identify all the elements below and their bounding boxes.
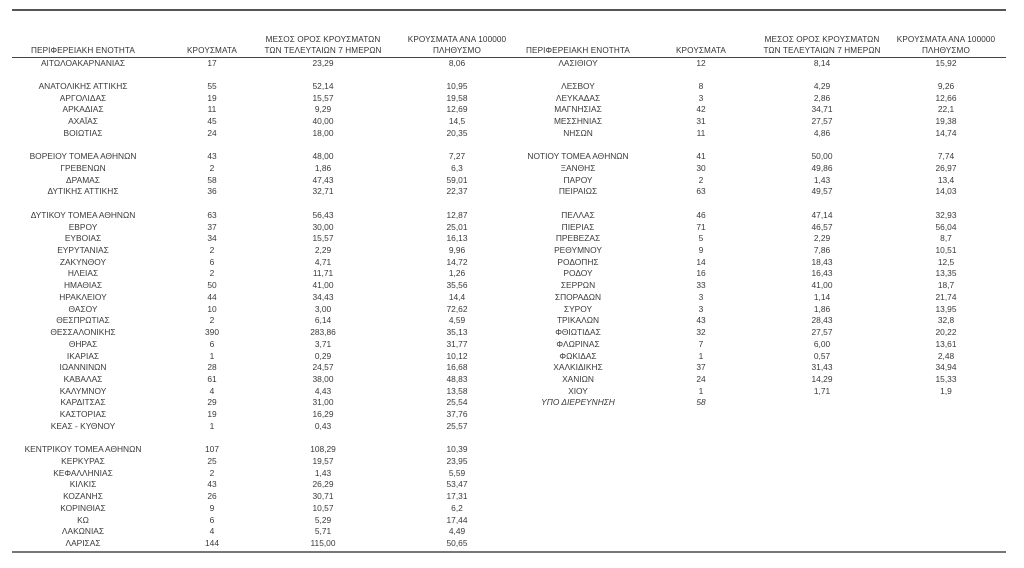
cell-avg: 0,57 (813, 350, 831, 361)
cell-region: ΑΡΓΟΛΙΔΑΣ (59, 92, 107, 103)
cell-cases: 44 (207, 291, 217, 302)
cell-avg: 24,57 (312, 362, 334, 373)
cell-per100k: 23,95 (446, 455, 468, 466)
cell-region: ΝΟΤΙΟΥ ΤΟΜΕΑ ΑΘΗΝΩΝ (527, 151, 629, 162)
cell-avg: 283,86 (310, 327, 336, 338)
cell-avg: 7,86 (813, 245, 831, 256)
cell-avg: 1,43 (813, 174, 831, 185)
header-region-text: ΠΕΡΙΦΕΡΕΙΑΚΗ ΕΝΟΤΗΤΑ (31, 46, 135, 55)
cell-avg: 3,71 (314, 338, 332, 349)
cell-per100k: 35,56 (446, 280, 468, 291)
cell-per100k: 16,68 (446, 362, 468, 373)
cell-avg: 30,00 (312, 221, 334, 232)
cell-per100k: 19,58 (446, 92, 468, 103)
cell-cases: 3 (698, 303, 704, 314)
cell-avg: 19,57 (312, 455, 334, 466)
cell-avg: 11,71 (312, 268, 334, 279)
cell-cases: 45 (207, 116, 217, 127)
cell-avg: 8,14 (813, 57, 831, 68)
cell-avg: 18,00 (312, 127, 334, 138)
cell-per100k: 21,74 (935, 291, 957, 302)
cell-cases: 19 (207, 92, 217, 103)
cell-cases: 19 (207, 409, 217, 420)
cell-per100k: 13,4 (937, 174, 955, 185)
cell-cases: 144 (205, 538, 219, 549)
cell-cases: 11 (207, 104, 217, 115)
cell-avg: 28,43 (811, 315, 833, 326)
cell-cases: 8 (698, 80, 704, 91)
cell-avg: 0,43 (314, 420, 332, 431)
cell-cases: 1 (698, 350, 704, 361)
cell-region: ΚΩ (77, 514, 89, 525)
header-per100k (891, 34, 1001, 56)
cell-per100k: 10,39 (446, 444, 468, 455)
cell-region: ΛΑΣΙΘΙΟΥ (558, 57, 598, 68)
cell-avg: 31,00 (312, 397, 334, 408)
cell-avg: 4,43 (314, 385, 332, 396)
cell-per100k: 13,35 (935, 268, 957, 279)
cell-avg: 4,86 (813, 127, 831, 138)
cell-cases: 30 (696, 162, 706, 173)
cell-region: ΤΡΙΚΑΛΩΝ (556, 315, 600, 326)
cell-avg: 30,71 (312, 491, 334, 502)
cell-cases: 71 (696, 221, 706, 232)
cell-cases: 17 (207, 57, 217, 68)
cell-avg: 47,14 (811, 209, 833, 220)
cell-avg: 31,43 (811, 362, 833, 373)
cell-cases: 58 (696, 397, 706, 408)
cell-region: ΧΑΛΚΙΔΙΚΗΣ (553, 362, 603, 373)
cell-avg: 14,29 (811, 373, 833, 384)
cell-per100k: 16,13 (446, 233, 468, 244)
cell-per100k: 5,59 (448, 467, 466, 478)
cell-cases: 28 (207, 362, 217, 373)
cell-cases: 1 (698, 385, 704, 396)
cell-region: ΗΜΑΘΙΑΣ (63, 280, 103, 291)
cell-avg: 34,71 (811, 104, 833, 115)
cell-region: ΚΟΡΙΝΘΙΑΣ (60, 502, 106, 513)
cell-region: ΚΑΒΑΛΑΣ (63, 373, 103, 384)
cell-region: ΡΟΔΟΥ (563, 268, 593, 279)
cell-region: ΦΘΙΩΤΙΔΑΣ (555, 327, 601, 338)
cell-cases: 26 (207, 491, 217, 502)
cell-per100k: 17,31 (446, 491, 468, 502)
cell-avg: 34,43 (312, 291, 334, 302)
header-cases-text: ΚΡΟΥΣΜΑΤΑ (187, 46, 237, 55)
cell-cases: 32 (696, 327, 706, 338)
cell-avg: 16,29 (312, 409, 334, 420)
cell-region: ΡΟΔΟΠΗΣ (557, 256, 599, 267)
header-per100k-line1: ΚΡΟΥΣΜΑΤΑ ΑΝΑ 100000 (896, 35, 996, 44)
cell-region: ΚΕΡΚΥΡΑΣ (61, 455, 105, 466)
bottom-rule (12, 551, 1006, 553)
cell-avg: 47,43 (312, 174, 334, 185)
cell-cases: 41 (696, 151, 706, 162)
cell-region: ΠΕΛΛΑΣ (561, 209, 595, 220)
cell-per100k: 20,22 (935, 327, 957, 338)
cell-cases: 46 (696, 209, 706, 220)
cell-avg: 108,29 (310, 444, 336, 455)
cell-avg: 0,29 (314, 350, 332, 361)
cell-avg: 52,14 (312, 80, 334, 91)
cell-avg: 18,43 (811, 256, 833, 267)
cell-per100k: 2,48 (937, 350, 955, 361)
cell-avg: 40,00 (312, 116, 334, 127)
cell-avg: 56,43 (312, 209, 334, 220)
cell-region: ΣΕΡΡΩΝ (560, 280, 596, 291)
cell-cases: 3 (698, 291, 704, 302)
cell-per100k: 25,57 (446, 420, 468, 431)
cell-avg: 1,14 (813, 291, 831, 302)
cell-region: ΔΥΤΙΚΟΥ ΤΟΜΕΑ ΑΘΗΝΩΝ (30, 209, 136, 220)
cell-avg: 4,29 (813, 80, 831, 91)
cell-cases: 390 (205, 327, 219, 338)
cell-cases: 4 (209, 385, 215, 396)
cell-cases: 4 (209, 526, 215, 537)
cell-region: ΚΕΑΣ - ΚΥΘΝΟΥ (50, 420, 116, 431)
cell-region: ΚΙΛΚΙΣ (69, 479, 97, 490)
cell-region: ΘΗΡΑΣ (68, 338, 98, 349)
cell-avg: 9,29 (314, 104, 332, 115)
header-avg-line2: ΤΩΝ ΤΕΛΕΥΤΑΙΩΝ 7 ΗΜΕΡΩΝ (264, 46, 382, 55)
cell-region: ΕΥΡΥΤΑΝΙΑΣ (57, 245, 109, 256)
cell-per100k: 9,26 (937, 80, 955, 91)
cell-cases: 6 (209, 338, 215, 349)
cell-avg: 26,29 (312, 479, 334, 490)
cell-avg: 1,86 (813, 303, 831, 314)
cell-region: ΝΗΣΩΝ (563, 127, 593, 138)
cell-region: ΛΑΡΙΣΑΣ (65, 538, 101, 549)
cell-per100k: 19,38 (935, 116, 957, 127)
cell-avg: 41,00 (312, 280, 334, 291)
cell-region: ΔΥΤΙΚΗΣ ΑΤΤΙΚΗΣ (47, 186, 119, 197)
cell-region: ΧΙΟΥ (568, 385, 588, 396)
cell-cases: 43 (696, 315, 706, 326)
cell-region: ΓΡΕΒΕΝΩΝ (60, 162, 106, 173)
cell-per100k: 9,96 (448, 245, 466, 256)
top-rule (12, 9, 1006, 11)
header-avg (762, 34, 882, 56)
cell-cases: 9 (698, 245, 704, 256)
cell-per100k: 10,95 (446, 80, 468, 91)
cell-per100k: 1,9 (940, 385, 952, 396)
cell-region: ΚΕΦΑΛΛΗΝΙΑΣ (53, 467, 113, 478)
cell-per100k: 4,49 (448, 526, 466, 537)
cell-cases: 34 (207, 233, 217, 244)
cell-region: ΣΥΡΟΥ (563, 303, 593, 314)
cell-per100k: 25,01 (446, 221, 468, 232)
cell-region: ΛΕΥΚΑΔΑΣ (555, 92, 601, 103)
cell-region: ΘΕΣΠΡΩΤΙΑΣ (56, 315, 110, 326)
header-cases (671, 45, 731, 56)
cell-region: ΙΚΑΡΙΑΣ (66, 350, 100, 361)
cell-region: ΗΡΑΚΛΕΙΟΥ (59, 291, 107, 302)
cell-avg: 6,00 (813, 338, 831, 349)
cell-cases: 63 (207, 209, 217, 220)
cell-avg: 48,00 (312, 151, 334, 162)
cell-region: ΚΑΣΤΟΡΙΑΣ (59, 409, 107, 420)
cell-region: ΜΕΣΣΗΝΙΑΣ (553, 116, 603, 127)
cell-avg: 1,86 (314, 162, 332, 173)
cell-region: ΦΛΩΡΙΝΑΣ (556, 338, 600, 349)
cell-cases: 2 (209, 315, 215, 326)
cell-per100k: 14,03 (935, 186, 957, 197)
cell-avg: 2,29 (813, 233, 831, 244)
cell-per100k: 48,83 (446, 373, 468, 384)
cell-region: ΑΡΚΑΔΙΑΣ (62, 104, 104, 115)
cell-cases: 16 (696, 268, 706, 279)
cell-per100k: 32,93 (935, 209, 957, 220)
cell-region: ΑΧΑΪΑΣ (68, 116, 98, 127)
cell-cases: 61 (207, 373, 217, 384)
cell-per100k: 14,4 (448, 291, 466, 302)
cell-cases: 50 (207, 280, 217, 291)
cell-per100k: 12,66 (935, 92, 957, 103)
cell-region: ΘΑΣΟΥ (68, 303, 98, 314)
cell-avg: 27,57 (811, 327, 833, 338)
cell-cases: 9 (209, 502, 215, 513)
cell-avg: 1,43 (314, 467, 332, 478)
cell-per100k: 35,13 (446, 327, 468, 338)
cell-region: ΡΕΘΥΜΝΟΥ (554, 245, 602, 256)
cell-cases: 7 (698, 338, 704, 349)
cell-per100k: 15,92 (935, 57, 957, 68)
cell-cases: 6 (209, 514, 215, 525)
header-avg-line1: ΜΕΣΟΣ ΟΡΟΣ ΚΡΟΥΣΜΑΤΩΝ (764, 35, 880, 44)
cell-per100k: 7,27 (448, 151, 466, 162)
cell-region: ΚΑΛΥΜΝΟΥ (59, 385, 107, 396)
cell-per100k: 12,69 (446, 104, 468, 115)
cell-cases: 25 (207, 455, 217, 466)
header-per100k-line1: ΚΡΟΥΣΜΑΤΑ ΑΝΑ 100000 (407, 35, 507, 44)
cell-cases: 63 (696, 186, 706, 197)
cell-per100k: 59,01 (446, 174, 468, 185)
cell-cases: 24 (696, 373, 706, 384)
cell-cases: 58 (207, 174, 217, 185)
cell-region: ΚΟΖΑΝΗΣ (63, 491, 103, 502)
cell-per100k: 8,06 (448, 57, 466, 68)
cell-cases: 6 (209, 256, 215, 267)
header-region-text: ΠΕΡΙΦΕΡΕΙΑΚΗ ΕΝΟΤΗΤΑ (526, 46, 630, 55)
cell-cases: 2 (209, 162, 215, 173)
cell-region: ΠΡΕΒΕΖΑΣ (555, 233, 601, 244)
header-cases (182, 45, 242, 56)
cell-avg: 6,14 (314, 315, 332, 326)
cell-avg: 5,29 (314, 514, 332, 525)
cell-avg: 46,57 (811, 221, 833, 232)
cell-per100k: 14,74 (935, 127, 957, 138)
cell-per100k: 12,87 (446, 209, 468, 220)
cell-region: ΜΑΓΝΗΣΙΑΣ (554, 104, 602, 115)
cell-region: ΧΑΝΙΩΝ (562, 373, 594, 384)
cell-avg: 50,00 (811, 151, 833, 162)
cell-avg: 3,00 (314, 303, 332, 314)
cell-per100k: 72,62 (446, 303, 468, 314)
cell-avg: 49,57 (811, 186, 833, 197)
cell-region: ΒΟΡΕΙΟΥ ΤΟΜΕΑ ΑΘΗΝΩΝ (29, 151, 137, 162)
header-avg-line1: ΜΕΣΟΣ ΟΡΟΣ ΚΡΟΥΣΜΑΤΩΝ (265, 35, 381, 44)
header-per100k-line2: ΠΛΗΘΥΣΜΟ (433, 46, 481, 55)
cell-per100k: 17,44 (446, 514, 468, 525)
cell-cases: 33 (696, 280, 706, 291)
cell-avg: 115,00 (310, 538, 336, 549)
cell-per100k: 34,94 (935, 362, 957, 373)
cell-per100k: 14,72 (446, 256, 468, 267)
cell-avg: 2,86 (813, 92, 831, 103)
cell-region: ΦΩΚΙΔΑΣ (559, 350, 597, 361)
cell-avg: 27,57 (811, 116, 833, 127)
cell-region: ΚΑΡΔΙΤΣΑΣ (60, 397, 106, 408)
cell-per100k: 25,54 (446, 397, 468, 408)
cell-cases: 36 (207, 186, 217, 197)
cell-per100k: 13,61 (935, 338, 957, 349)
cell-per100k: 15,33 (935, 373, 957, 384)
cell-avg: 10,57 (312, 502, 334, 513)
cell-per100k: 20,35 (446, 127, 468, 138)
cell-per100k: 12,5 (937, 256, 955, 267)
header-per100k-line2: ΠΛΗΘΥΣΜΟ (922, 46, 970, 55)
cell-region: ΠΙΕΡΙΑΣ (561, 221, 595, 232)
cell-cases: 11 (696, 127, 706, 138)
cell-cases: 107 (205, 444, 219, 455)
cell-cases: 1 (209, 420, 215, 431)
cell-region: ΕΥΒΟΙΑΣ (64, 233, 102, 244)
cell-region: ΔΡΑΜΑΣ (66, 174, 100, 185)
header-avg (263, 34, 383, 56)
cell-per100k: 14,5 (448, 116, 466, 127)
cell-per100k: 37,76 (446, 409, 468, 420)
cell-avg: 23,29 (312, 57, 334, 68)
cell-region: ΛΕΣΒΟΥ (561, 80, 595, 91)
cell-cases: 10 (207, 303, 217, 314)
cell-per100k: 10,51 (935, 245, 957, 256)
cell-per100k: 31,77 (446, 338, 468, 349)
cell-per100k: 18,7 (937, 280, 955, 291)
cell-cases: 37 (696, 362, 706, 373)
cell-cases: 3 (698, 92, 704, 103)
cell-avg: 15,57 (312, 92, 334, 103)
cell-per100k: 7,74 (937, 151, 955, 162)
cell-cases: 37 (207, 221, 217, 232)
cell-region: ΥΠΟ ΔΙΕΡΕΥΝΗΣΗ (541, 397, 615, 408)
cell-per100k: 32,8 (937, 315, 955, 326)
header-region (0, 45, 168, 56)
cell-avg: 2,29 (314, 245, 332, 256)
cell-region: ΕΒΡΟΥ (68, 221, 98, 232)
cell-region: ΗΛΕΙΑΣ (67, 268, 99, 279)
cell-region: ΖΑΚΥΝΘΟΥ (59, 256, 107, 267)
cell-cases: 1 (209, 350, 215, 361)
cell-avg: 15,57 (312, 233, 334, 244)
cell-cases: 29 (207, 397, 217, 408)
cell-avg: 1,71 (813, 385, 831, 396)
cell-region: ΚΕΝΤΡΙΚΟΥ ΤΟΜΕΑ ΑΘΗΝΩΝ (24, 444, 142, 455)
cell-cases: 5 (698, 233, 704, 244)
cell-per100k: 4,59 (448, 315, 466, 326)
cell-cases: 55 (207, 80, 217, 91)
cell-per100k: 1,26 (448, 268, 466, 279)
cell-cases: 12 (696, 57, 706, 68)
cell-per100k: 56,04 (935, 221, 957, 232)
cell-per100k: 10,12 (446, 350, 468, 361)
cell-per100k: 13,58 (446, 385, 468, 396)
cell-cases: 2 (209, 268, 215, 279)
cell-per100k: 22,1 (937, 104, 955, 115)
cell-region: ΒΟΙΩΤΙΑΣ (63, 127, 103, 138)
header-region (493, 45, 663, 56)
cell-region: ΙΩΑΝΝΙΝΩΝ (59, 362, 107, 373)
cell-per100k: 53,47 (446, 479, 468, 490)
cell-region: ΘΕΣΣΑΛΟΝΙΚΗΣ (50, 327, 116, 338)
cell-region: ΠΕΙΡΑΙΩΣ (558, 186, 598, 197)
cell-region: ΑΝΑΤΟΛΙΚΗΣ ΑΤΤΙΚΗΣ (38, 80, 128, 91)
cell-cases: 42 (696, 104, 706, 115)
cell-avg: 4,71 (314, 256, 332, 267)
cell-per100k: 13,95 (935, 303, 957, 314)
cell-per100k: 50,65 (446, 538, 468, 549)
cell-avg: 5,71 (314, 526, 332, 537)
cell-region: ΑΙΤΩΛΟΑΚΑΡΝΑΝΙΑΣ (40, 57, 126, 68)
cell-region: ΛΑΚΩΝΙΑΣ (61, 526, 105, 537)
cell-per100k: 8,7 (940, 233, 952, 244)
cell-cases: 31 (696, 116, 706, 127)
cell-region: ΞΑΝΘΗΣ (560, 162, 596, 173)
cell-cases: 24 (207, 127, 217, 138)
cell-cases: 2 (209, 467, 215, 478)
cell-avg: 49,86 (811, 162, 833, 173)
cell-per100k: 26,97 (935, 162, 957, 173)
cell-per100k: 6,2 (451, 502, 463, 513)
cell-per100k: 22,37 (446, 186, 468, 197)
cell-avg: 32,71 (312, 186, 334, 197)
cell-region: ΠΑΡΟΥ (563, 174, 593, 185)
cell-cases: 14 (696, 256, 706, 267)
cell-avg: 16,43 (811, 268, 833, 279)
header-cases-text: ΚΡΟΥΣΜΑΤΑ (676, 46, 726, 55)
cell-avg: 38,00 (312, 373, 334, 384)
cell-per100k: 6,3 (451, 162, 463, 173)
cell-cases: 43 (207, 479, 217, 490)
cell-cases: 43 (207, 151, 217, 162)
header-avg-line2: ΤΩΝ ΤΕΛΕΥΤΑΙΩΝ 7 ΗΜΕΡΩΝ (763, 46, 881, 55)
cell-cases: 2 (209, 245, 215, 256)
cell-cases: 2 (698, 174, 704, 185)
cell-region: ΣΠΟΡΑΔΩΝ (554, 291, 602, 302)
cell-avg: 41,00 (811, 280, 833, 291)
